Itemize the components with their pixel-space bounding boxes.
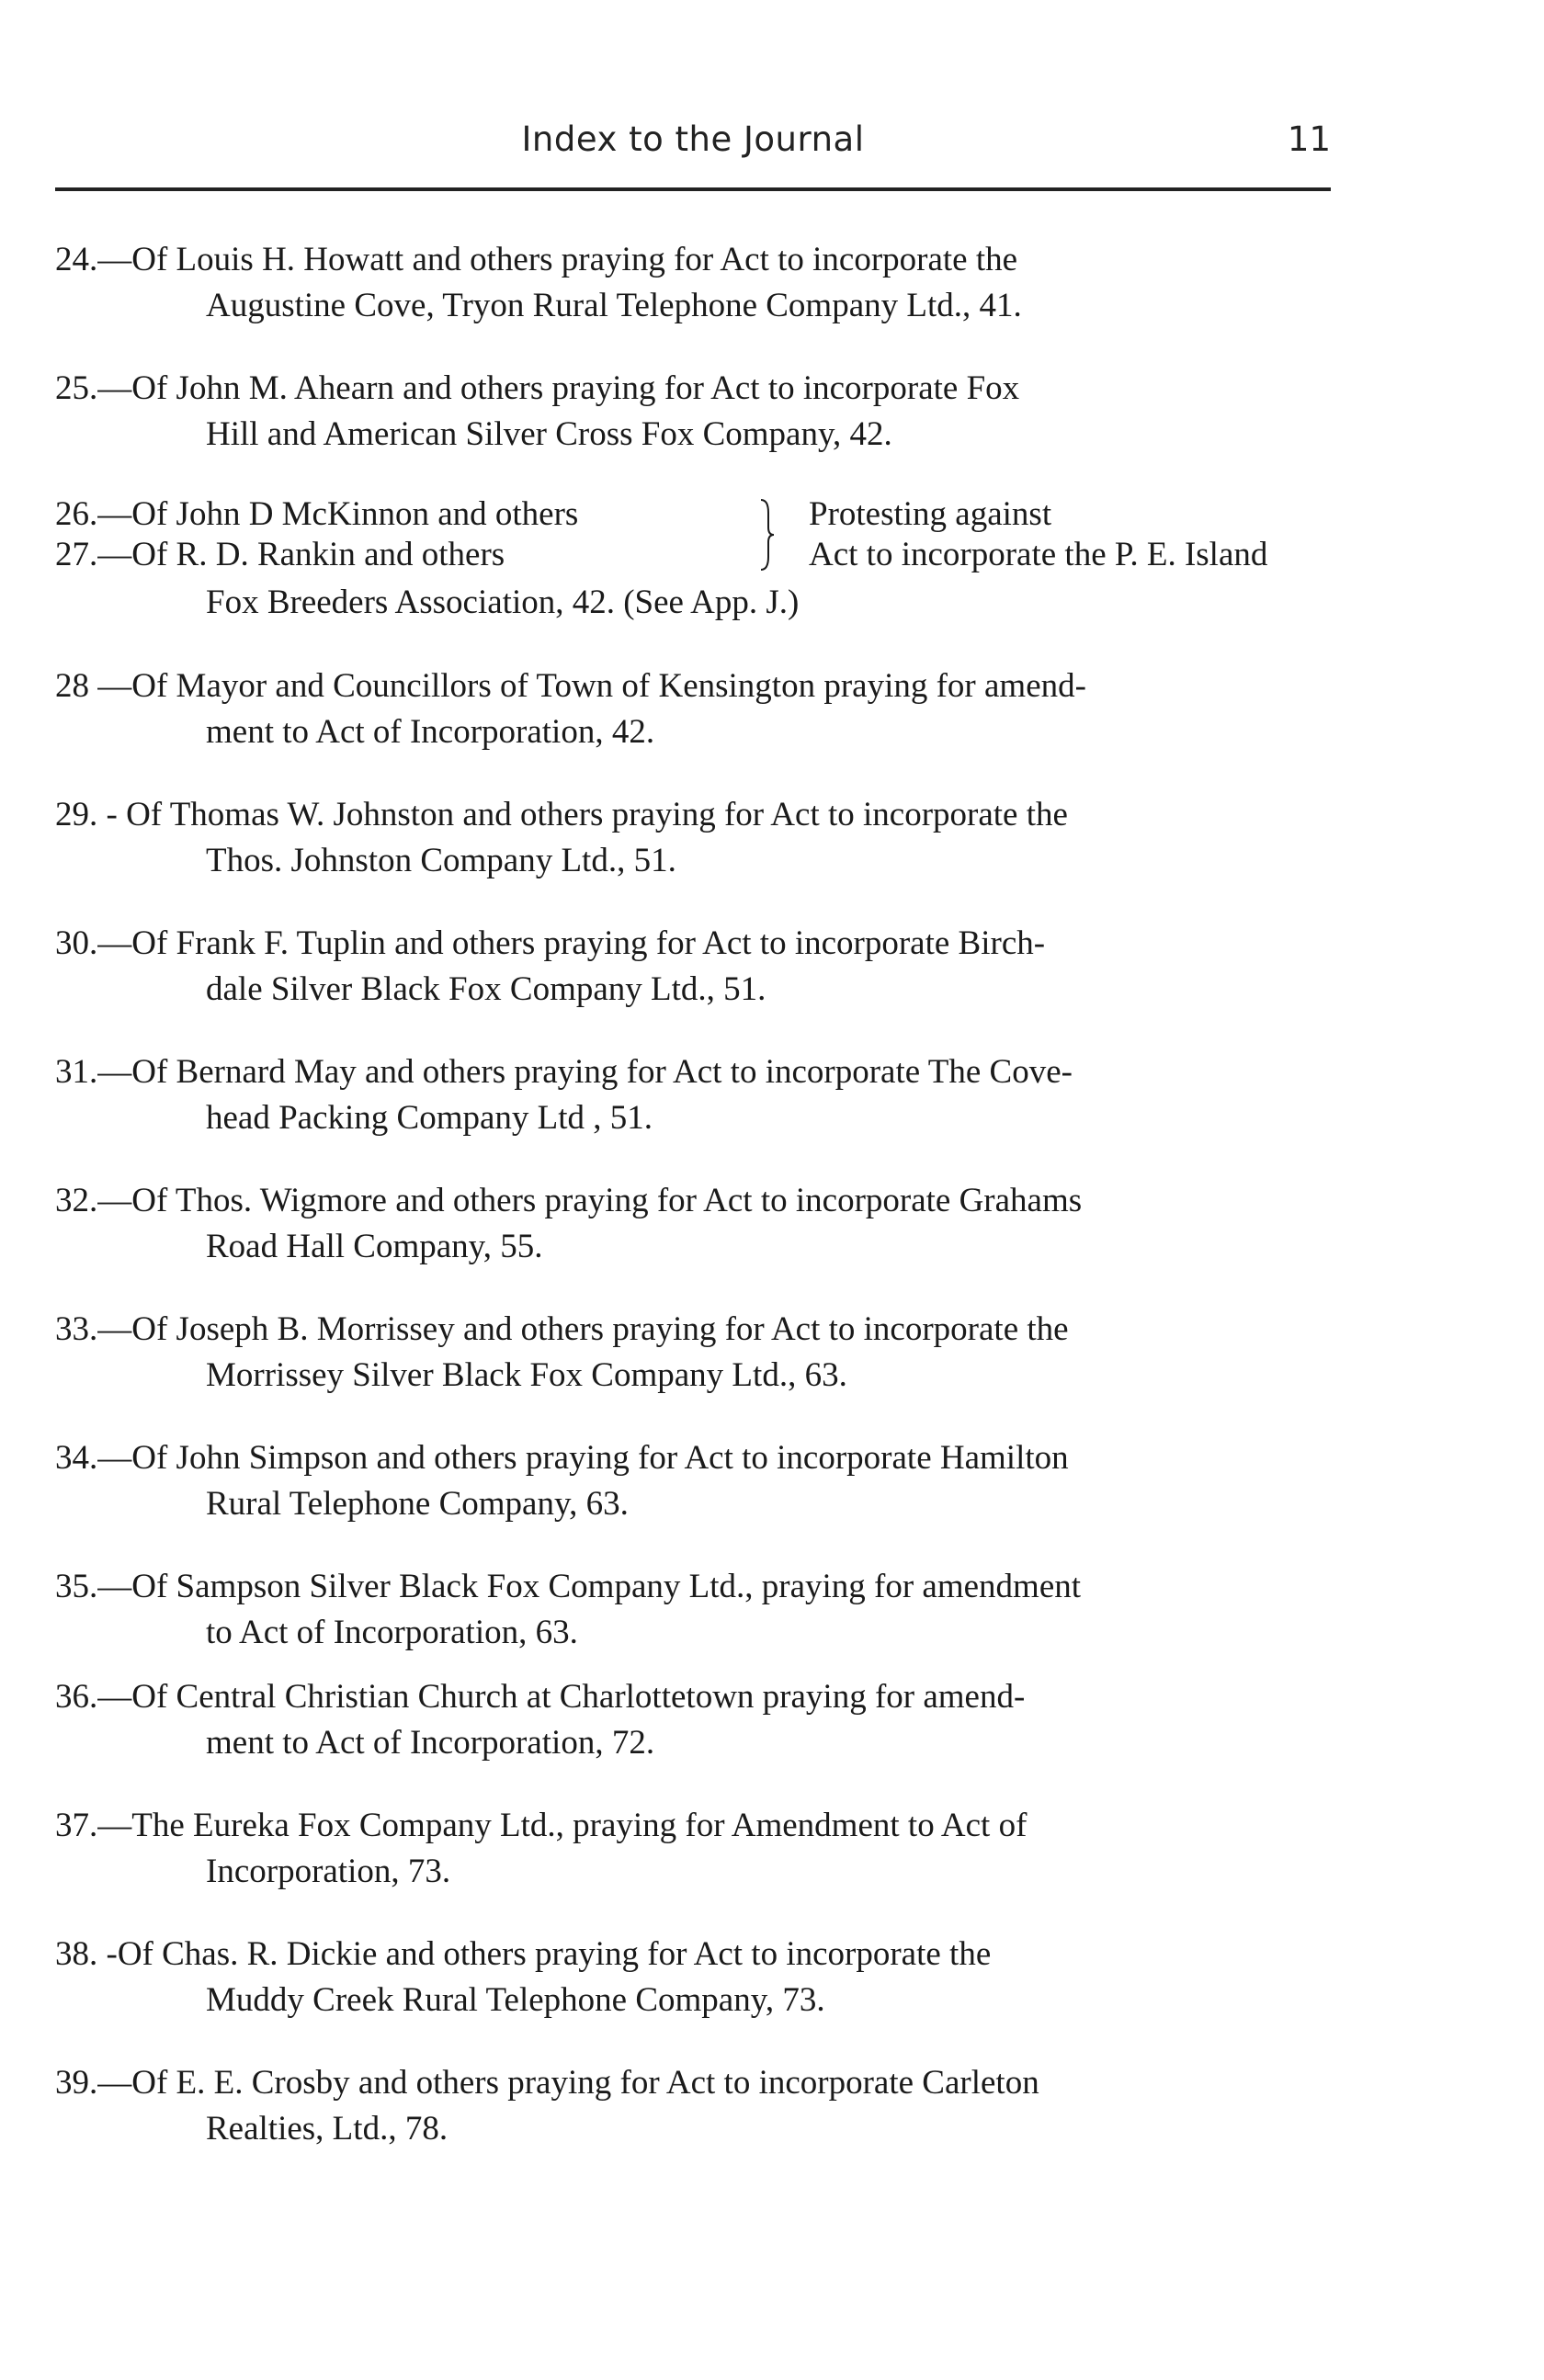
- index-entry-36: [55, 1674, 1333, 1766]
- protesting-subject: Act to incorporate the P. E. Island: [809, 536, 1268, 573]
- entry-line-1: 34.—Of John Simpson and others praying for Act to incorporate Hamilton: [55, 1439, 1069, 1477]
- entry-line-1: 24.—Of Louis H. Howatt and others praying for Act to incorporate the: [55, 241, 1018, 278]
- entry-line-1: 38. -Of Chas. R. Dickie and others praying for Act to incorporate the: [55, 1935, 992, 1973]
- entry-line-1: 35.—Of Sampson Silver Black Fox Company Ltd., praying for amendment: [55, 1568, 1082, 1605]
- brace-symbol: [757, 494, 778, 585]
- page-title: Index to the Journal: [521, 119, 865, 159]
- index-entry-34: [55, 1435, 1333, 1527]
- entry-line-1: 30.—Of Frank F. Tuplin and others praying for Act to incorporate Birch-: [55, 924, 1046, 962]
- entry-line-2: Rural Telephone Company, 63.: [206, 1485, 629, 1523]
- entry-27-line: 27.—Of R. D. Rankin and others: [55, 536, 505, 573]
- entry-line-2: to Act of Incorporation, 63.: [206, 1614, 578, 1651]
- entry-line-2: ment to Act of Incorporation, 72.: [206, 1724, 655, 1762]
- index-entry-37: [55, 1803, 1333, 1895]
- index-entry-24: [55, 237, 1333, 329]
- entry-line-2: head Packing Company Ltd , 51.: [206, 1099, 653, 1137]
- index-entry-31: [55, 1049, 1333, 1141]
- entry-line-2: dale Silver Black Fox Company Ltd., 51.: [206, 970, 766, 1008]
- index-entry-26-27: [55, 494, 1333, 627]
- entry-line-1: 28 —Of Mayor and Councillors of Town of Kensington praying for amend-: [55, 667, 1086, 705]
- page-number: 11: [1287, 119, 1331, 159]
- entry-line-1: 37.—The Eureka Fox Company Ltd., praying for Amendment to Act of: [55, 1807, 1027, 1844]
- entry-line-2: ment to Act of Incorporation, 42.: [206, 713, 655, 751]
- entry-line-1: 36.—Of Central Christian Church at Charlottetown praying for amend-: [55, 1678, 1026, 1716]
- index-entry-30: [55, 921, 1333, 1013]
- entry-line-2: Hill and American Silver Cross Fox Company, 42.: [206, 415, 892, 453]
- entry-line-2: Realties, Ltd., 78.: [206, 2110, 448, 2148]
- index-entry-38: [55, 1932, 1333, 2023]
- protesting-label: Protesting against: [809, 495, 1052, 533]
- entry-line-2: Muddy Creek Rural Telephone Company, 73.: [206, 1981, 825, 2019]
- index-entry-25: [55, 366, 1333, 458]
- entry-line-2: Road Hall Company, 55.: [206, 1228, 543, 1265]
- index-entry-28: [55, 663, 1333, 755]
- index-entries: [55, 237, 1333, 2152]
- entry-line-1: 29. - Of Thomas W. Johnston and others praying for Act to incorporate the: [55, 796, 1068, 833]
- index-entry-33: [55, 1307, 1333, 1399]
- entry-line-2: Augustine Cove, Tryon Rural Telephone Company Ltd., 41.: [206, 287, 1022, 324]
- index-entry-39: [55, 2060, 1333, 2152]
- index-entry-35: [55, 1564, 1333, 1656]
- running-head: [55, 119, 1331, 175]
- entry-line-3: Fox Breeders Association, 42. (See App. J.): [206, 584, 800, 621]
- header-rule: [55, 187, 1331, 191]
- entry-line-2: Incorporation, 73.: [206, 1853, 451, 1890]
- entry-line-1: 31.—Of Bernard May and others praying for Act to incorporate The Cove-: [55, 1053, 1073, 1091]
- entry-line-2: Morrissey Silver Black Fox Company Ltd., 63.: [206, 1356, 847, 1394]
- index-entry-32: [55, 1178, 1333, 1270]
- index-entry-29: [55, 792, 1333, 884]
- entry-line-1: 25.—Of John M. Ahearn and others praying for Act to incorporate Fox: [55, 369, 1020, 407]
- entry-line-1: 32.—Of Thos. Wigmore and others praying for Act to incorporate Grahams: [55, 1182, 1083, 1219]
- entry-line-1: 39.—Of E. E. Crosby and others praying for Act to incorporate Carleton: [55, 2064, 1039, 2102]
- entry-line-1: 33.—Of Joseph B. Morrissey and others praying for Act to incorporate the: [55, 1310, 1069, 1348]
- entry-26-line: 26.—Of John D McKinnon and others: [55, 495, 579, 533]
- entry-line-2: Thos. Johnston Company Ltd., 51.: [206, 842, 676, 879]
